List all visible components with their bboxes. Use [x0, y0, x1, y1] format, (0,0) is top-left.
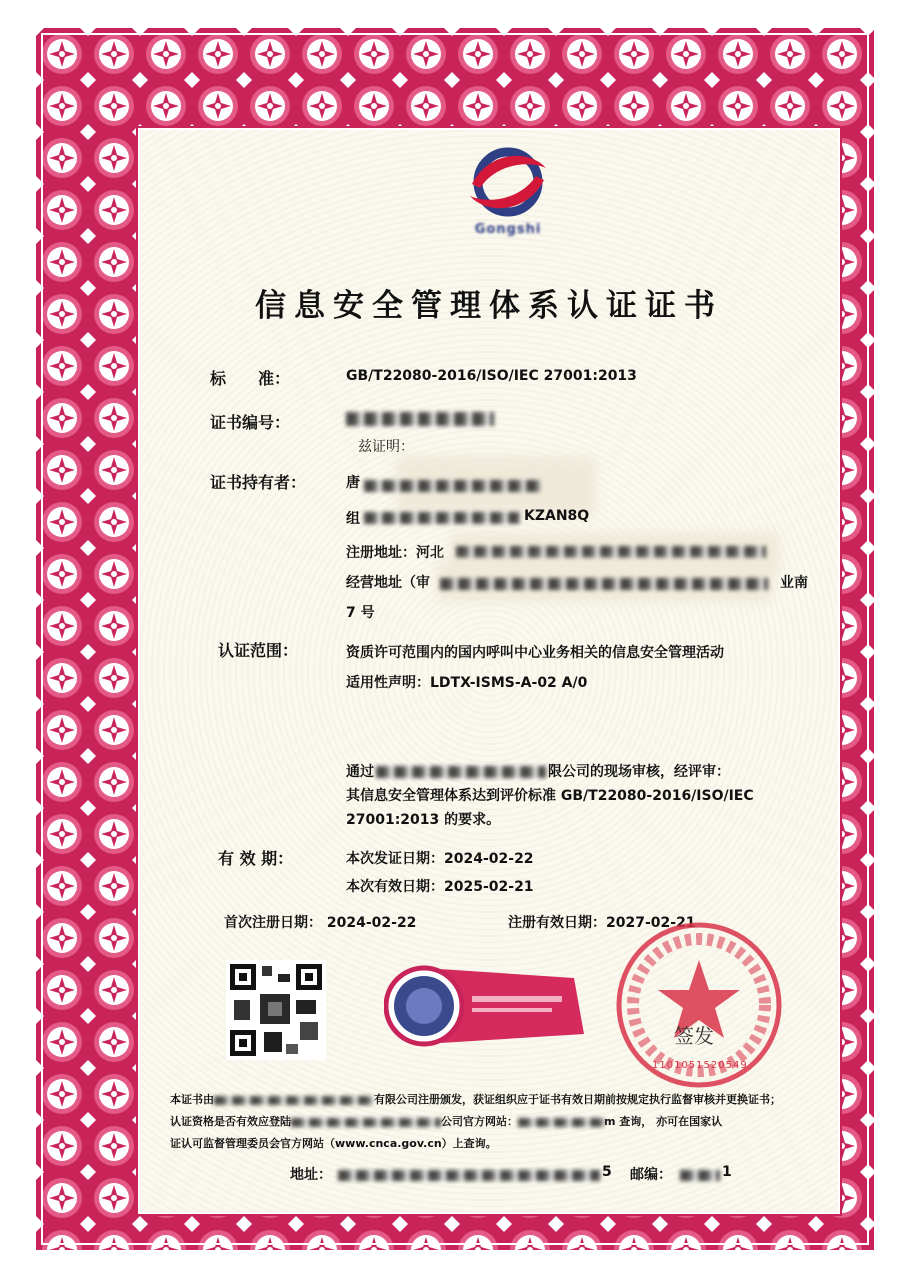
expire-date: 本次有效日期：2025-02-21	[346, 879, 534, 895]
address-label: 地址：	[290, 1167, 332, 1183]
holder-label: 证书持有者：	[210, 473, 307, 492]
standard-label: 标 准：	[210, 369, 291, 388]
op-address-line2: 7 号	[346, 605, 375, 621]
footer-line2-suffix: m 查询， 亦可在国家认	[604, 1115, 723, 1128]
seal-sign-text: 签发	[674, 1024, 714, 1048]
certificate-title: 信息安全管理体系认证证书	[255, 288, 723, 324]
prove-text: 兹证明：	[358, 439, 414, 455]
footer-line3: 证认可监督管理委员会官方网站（www.cnca.gov.cn）上查询。	[170, 1137, 497, 1150]
qr-code	[226, 960, 326, 1060]
accreditation-badge	[384, 962, 584, 1052]
orbit-logo-icon	[458, 142, 558, 222]
first-registration-date: 首次注册日期： 2024-02-22	[224, 915, 417, 931]
address-suffix: 5	[602, 1164, 612, 1180]
validity-label: 有 效 期：	[218, 849, 294, 868]
holder-name-prefix: 唐	[346, 475, 360, 491]
scope-line1: 资质许可范围内的国内呼叫中心业务相关的信息安全管理活动	[346, 645, 724, 661]
footer-line2-mid: 公司官方网站：	[441, 1115, 518, 1128]
org-code-prefix: 组	[346, 511, 360, 527]
scope-line2: 适用性声明：LDTX-ISMS-A-02 A/0	[346, 675, 588, 691]
cert-number-redacted	[346, 412, 494, 426]
op-address-redacted	[440, 578, 768, 590]
certificate-paper	[140, 130, 838, 1212]
official-seal	[614, 920, 784, 1090]
zipcode-label: 邮编：	[630, 1167, 672, 1183]
footer-issuer-redacted	[214, 1096, 374, 1105]
audit-line3: 27001:2013 的要求。	[346, 812, 501, 828]
audit-line1-prefix: 通过	[346, 764, 374, 780]
zipcode-redacted	[680, 1170, 720, 1181]
org-code-redacted	[364, 512, 520, 524]
seal-code: 1101051520549	[652, 1060, 748, 1071]
op-address-suffix: 业南	[780, 575, 808, 591]
audit-body-redacted	[376, 766, 546, 778]
footer-line2	[170, 1112, 820, 1132]
audit-paragraph	[346, 760, 826, 832]
footer-line2-prefix: 认证资格是否有效应登陆	[170, 1115, 291, 1128]
address-redacted	[338, 1170, 600, 1181]
footer-line1-suffix: 有限公司注册颁发，获证组织应于证书有效日期前按规定执行监督审核并更换证书；	[374, 1093, 781, 1106]
holder-name-redacted	[364, 480, 540, 492]
op-address-prefix: 经营地址（审	[346, 575, 430, 591]
issue-date: 本次发证日期：2024-02-22	[346, 851, 534, 867]
footer-line1-prefix: 本证书由	[170, 1093, 214, 1106]
logo-wordmark: Gongshi	[474, 222, 542, 237]
org-code-suffix: KZAN8Q	[524, 508, 590, 524]
footer-line1	[170, 1090, 820, 1110]
audit-line1-suffix: 限公司的现场审核，经评审：	[548, 764, 730, 780]
scope-label: 认证范围：	[218, 641, 299, 660]
footer-site-redacted	[291, 1118, 441, 1127]
registration-valid-date: 注册有效日期：2027-02-21	[508, 915, 696, 931]
zipcode-suffix: 1	[722, 1164, 732, 1180]
reg-address-redacted	[456, 546, 766, 558]
qr-code-icon	[226, 960, 326, 1060]
audit-line2: 其信息安全管理体系达到评价标准 GB/T22080-2016/ISO/IEC	[346, 788, 754, 804]
cert-number-label: 证书编号：	[210, 413, 291, 432]
standard-value: GB/T22080-2016/ISO/IEC 27001:2013	[346, 368, 637, 384]
footer-url-redacted	[518, 1118, 604, 1127]
reg-address-prefix: 注册地址：河北	[346, 545, 444, 561]
certification-body-logo	[458, 142, 558, 252]
